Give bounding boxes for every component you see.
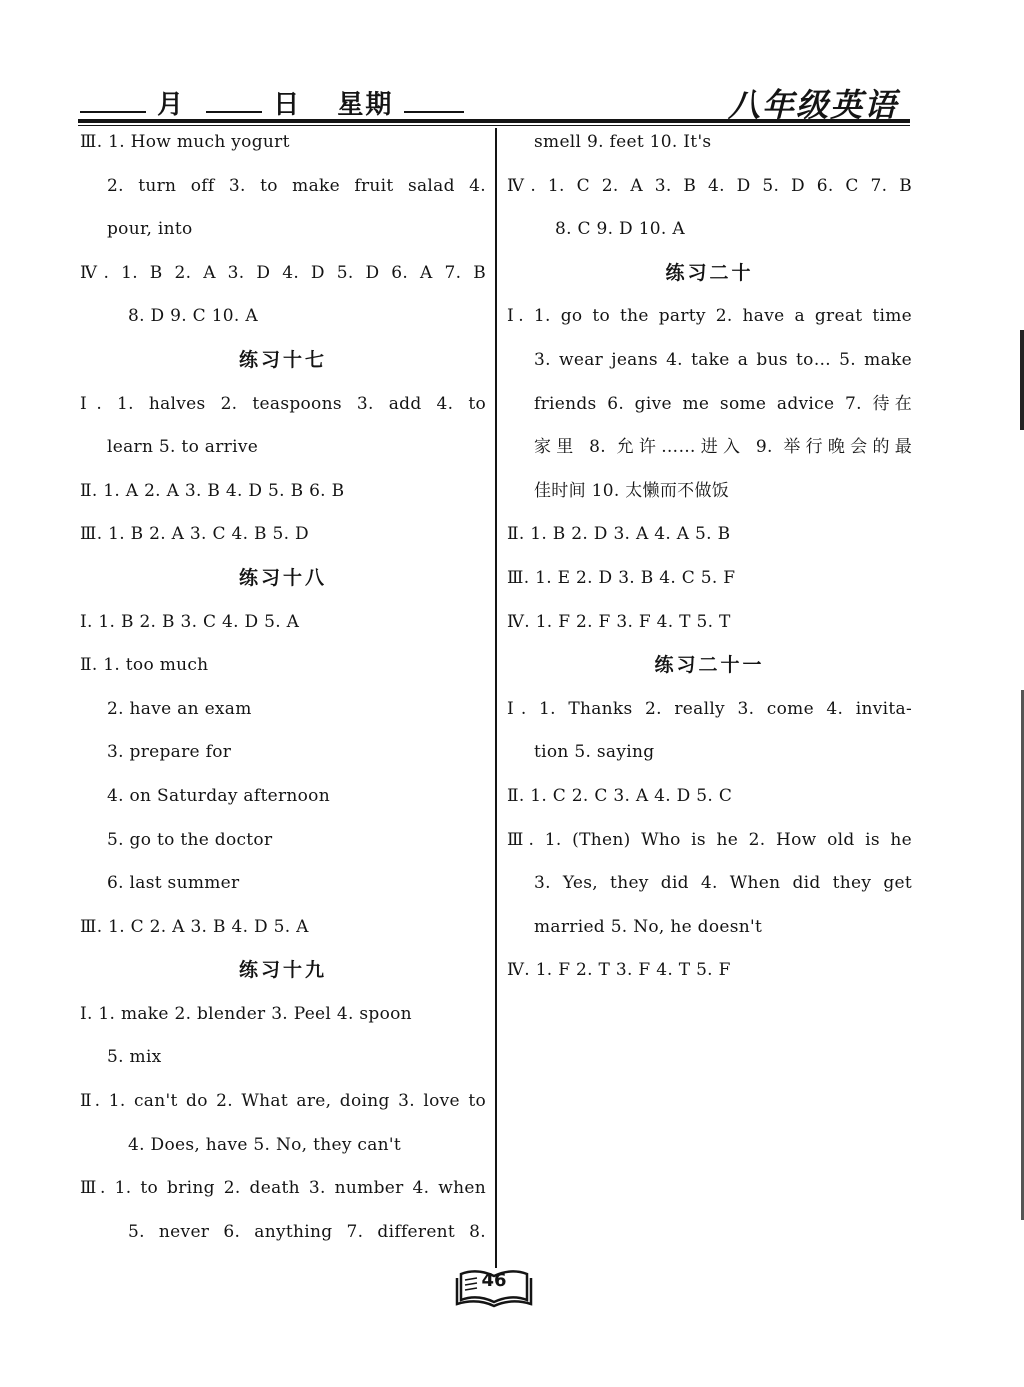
answer-line: 3. Yes, they did 4. When did they get	[534, 873, 912, 894]
column-divider	[495, 128, 497, 1268]
answer-line: Ⅱ. 1. B 2. D 3. A 4. A 5. B	[507, 524, 731, 545]
answer-line: 4. on Saturday afternoon	[107, 785, 330, 806]
answer-line: Ⅲ. 1. C 2. A 3. B 4. D 5. A	[80, 916, 309, 937]
answer-line: 3. wear jeans 4. take a bus to… 5. make	[534, 349, 912, 370]
answer-line: Ⅲ. 1. E 2. D 3. B 4. C 5. F	[507, 567, 736, 588]
answer-line: 8. D 9. C 10. A	[128, 306, 258, 327]
answer-line: 3. prepare for	[107, 742, 232, 763]
week-label: 星期	[337, 90, 394, 120]
answer-line: friends 6. give me some advice 7. 待在	[534, 393, 912, 414]
answer-line: 5. go to the doctor	[107, 829, 273, 850]
answer-line: 家里 8. 允许……进入 9. 举行晚会的最	[534, 437, 912, 458]
right-answer-column	[507, 128, 912, 1000]
answer-line: 4. Does, have 5. No, they can't	[128, 1134, 402, 1155]
answer-line: Ⅰ. 1. make 2. blender 3. Peel 4. spoon	[80, 1003, 412, 1024]
month-blank	[80, 93, 146, 113]
left-answer-column	[80, 128, 486, 1261]
answer-line: 8. C 9. D 10. A	[555, 219, 685, 240]
answer-line: pour, into	[107, 219, 193, 240]
day-blank	[206, 93, 262, 113]
month-label: 月	[157, 90, 186, 120]
header-rule-thin	[78, 125, 910, 126]
exercise-heading: 练习十九	[238, 959, 327, 982]
answer-line: smell 9. feet 10. It's	[534, 132, 712, 152]
answer-line: Ⅳ. 1. C 2. A 3. B 4. D 5. D 6. C 7. B	[507, 175, 912, 196]
book-title: 八年级英语	[728, 86, 899, 124]
answer-line: learn 5. to arrive	[107, 437, 259, 458]
answer-line: Ⅳ. 1. F 2. F 3. F 4. T 5. T	[507, 611, 731, 632]
week-blank	[404, 93, 464, 113]
answer-line: Ⅱ. 1. too much	[80, 655, 209, 676]
answer-line: Ⅳ. 1. F 2. T 3. F 4. T 5. F	[507, 960, 731, 981]
exercise-heading: 练习十八	[238, 566, 327, 589]
exercise-heading: 练习二十一	[654, 654, 765, 677]
day-label: 日	[273, 90, 302, 120]
header-rule-thick	[78, 119, 910, 123]
answer-line: married 5. No, he doesn't	[534, 916, 763, 937]
answer-line: Ⅰ. 1. B 2. B 3. C 4. D 5. A	[80, 611, 300, 632]
answer-line: tion 5. saying	[534, 742, 655, 763]
answer-line: Ⅱ. 1. A 2. A 3. B 4. D 5. B 6. B	[80, 480, 345, 501]
scan-edge-mark	[1020, 330, 1024, 430]
answer-line: 2. have an exam	[107, 698, 252, 719]
exercise-heading: 练习十七	[238, 348, 327, 371]
answer-line: Ⅱ. 1. C 2. C 3. A 4. D 5. C	[507, 785, 733, 806]
header-date-line	[80, 84, 464, 121]
page-number-badge	[455, 1264, 533, 1308]
answer-line: Ⅰ. 1. go to the party 2. have a great time	[507, 306, 912, 327]
answer-line: 5. never 6. anything 7. different 8.	[128, 1221, 486, 1242]
exercise-heading: 练习二十	[665, 261, 754, 284]
answer-line: Ⅱ. 1. can't do 2. What are, doing 3. love to	[80, 1091, 486, 1112]
answer-line: 6. last summer	[107, 873, 240, 894]
answer-line: 5. mix	[107, 1047, 162, 1068]
answer-line: Ⅰ. 1. Thanks 2. really 3. come 4. invita-	[507, 698, 912, 719]
answer-line: Ⅲ. 1. B 2. A 3. C 4. B 5. D	[80, 524, 309, 545]
answer-line: Ⅲ. 1. (Then) Who is he 2. How old is he	[507, 829, 912, 850]
answer-line: 2. turn off 3. to make fruit salad 4.	[107, 175, 486, 196]
page-number: 46	[481, 1270, 507, 1291]
answer-line: Ⅳ. 1. B 2. A 3. D 4. D 5. D 6. A 7. B	[80, 262, 486, 283]
answer-line: 佳时间 10. 太懒而不做饭	[534, 480, 730, 501]
answer-line: Ⅲ. 1. How much yogurt	[80, 132, 290, 152]
answer-line: Ⅲ. 1. to bring 2. death 3. number 4. when	[80, 1178, 486, 1199]
answer-line: Ⅰ. 1. halves 2. teaspoons 3. add 4. to	[80, 393, 486, 414]
